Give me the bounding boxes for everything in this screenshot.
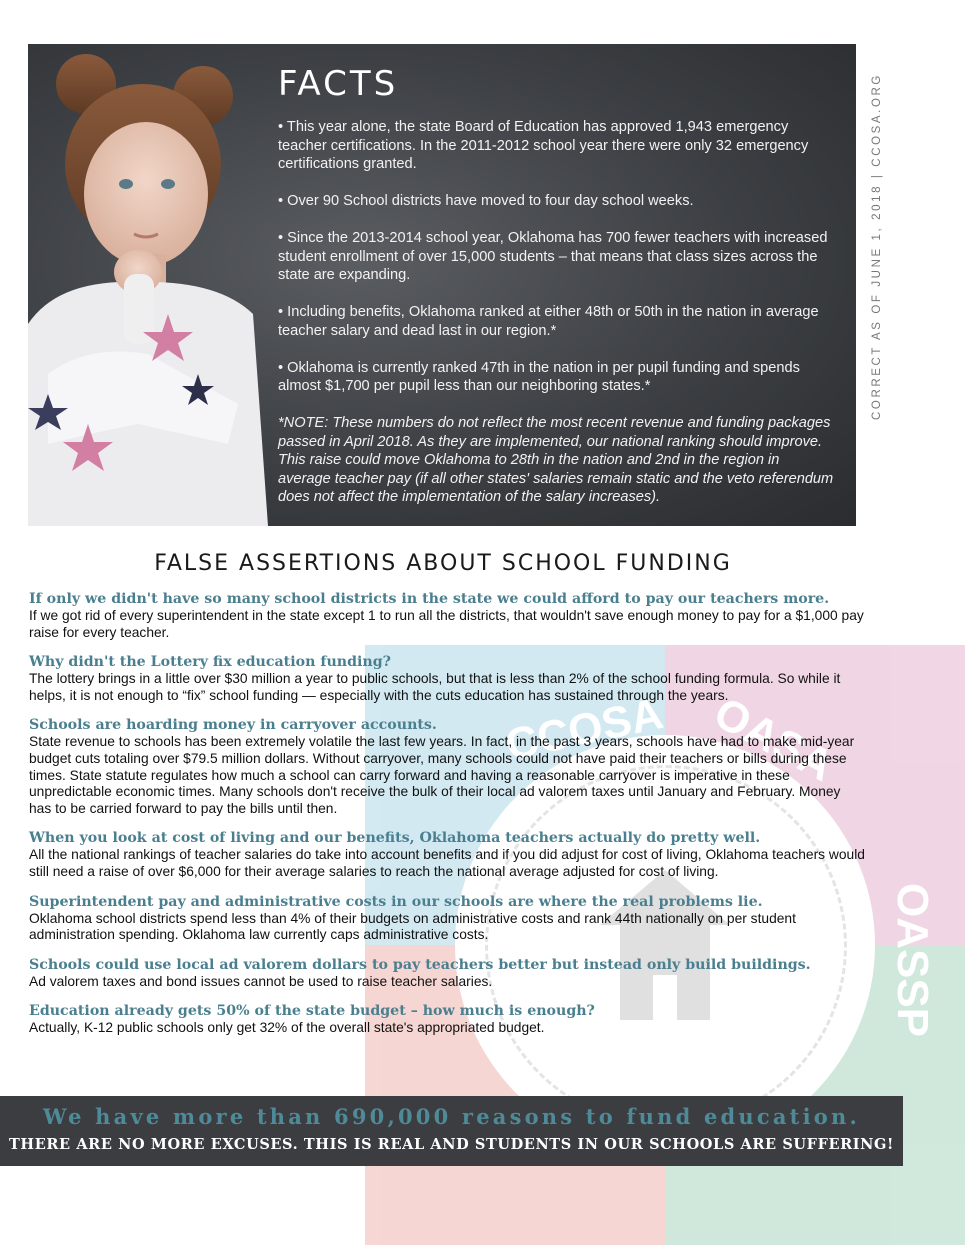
false-assertions-title: FALSE ASSERTIONS ABOUT SCHOOL FUNDING <box>154 551 732 576</box>
assertion-heading: Schools could use local ad valorem dollars to pay teachers better but instead only build buildings. <box>29 956 811 973</box>
assertion-heading: Superintendent pay and administrative costs in our schools are where the real problems lie. <box>29 893 763 910</box>
assertion-item <box>29 1003 865 1037</box>
fact-emergency-certifications: • This year alone, the state Board of Education has approved 1,943 emergency teacher certifications. In the 2011-2012 school year there were only 32 emergency certifications granted. <box>278 119 809 172</box>
assertion-item <box>29 654 865 704</box>
assertion-body: The lottery brings in a little over $30 million a year to public schools, but that is less than 2% of the school funding formula. So while it helps, it is not enough to “fix” school funding — especially with the cuts education has sustained through the years. <box>29 671 841 703</box>
fact-fewer-teachers: • Since the 2013-2014 school year, Oklahoma has 700 fewer teachers with increased student enrollment of over 15,000 students – that means that class sizes across the state are expanding. <box>278 230 828 283</box>
assertion-body: Ad valorem taxes and bond issues cannot be used to raise teacher salaries. <box>29 973 493 989</box>
assertion-item <box>29 591 865 641</box>
bottom-banner <box>0 1096 903 1166</box>
facts-title: FACTS <box>278 64 399 104</box>
fact-four-day-weeks: • Over 90 School districts have moved to four day school weeks. <box>278 193 694 209</box>
assertion-body: All the national rankings of teacher salaries do take into account benefits and if you did adjust for cost of living, Oklahoma teachers would still need a raise of over $6,000 for their average salaries to reach the national average adjusted for cost of living. <box>29 847 865 879</box>
assertion-item <box>29 894 865 944</box>
seal-label-oasa: OASA <box>706 688 842 792</box>
assertion-heading: Education already gets 50% of the state budget – how much is enough? <box>29 1003 595 1020</box>
assertion-body: State revenue to schools has been extremely volatile the last few years. In fact, in the past 3 years, schools have had to make mid-year budget cuts totaling over $79.5 million dollars. Without carryover, many schools could not have paid their teachers or bills during these times. State statute regulates how much a school can carry forward and having a reasonable carryover is imperative in these unpredictable economic times. Many schools don't receive the bulk of their local ad valorem taxes until January and February. Money has to be carried forward to pay the bills until then. <box>29 734 855 816</box>
assertion-heading: Schools are hoarding money in carryover accounts. <box>29 717 437 734</box>
assertion-item <box>29 830 865 880</box>
fact-per-pupil-funding: • Oklahoma is currently ranked 47th in the nation in per pupil funding and spends almost $1,700 per pupil less than our neighboring states.* <box>278 359 800 394</box>
facts-panel <box>28 44 856 526</box>
assertion-body: If we got rid of every superintendent in the state except 1 to run all the districts, that wouldn't save enough money to pay for a $1,000 pay raise for every teacher. <box>29 608 864 640</box>
banner-subline: THERE ARE NO MORE EXCUSES. THIS IS REAL AND STUDENTS IN OUR SCHOOLS ARE SUFFERING! <box>9 1136 894 1153</box>
seal-label-oassp: OASSP <box>888 882 938 1038</box>
fact-salary-ranking: • Including benefits, Oklahoma ranked at either 48th or 50th in the nation in average teacher salary and dead last in our region.* <box>278 304 819 339</box>
banner-headline: We have more than 690,000 reasons to fund education. <box>43 1104 860 1129</box>
assertion-item <box>29 717 865 817</box>
facts-note: *NOTE: These numbers do not reflect the most recent revenue and funding packages passed in April 2018. As they are implemented, our national ranking should improve. This raise could move Oklahoma to 28th in the nation and 2nd in the region in average teacher pay (if all other states' salaries remain static and the veto referendum does not affect the implementation of the salary increases). <box>278 415 834 505</box>
side-date-source <box>856 44 883 424</box>
side-date-source-text: CORRECT AS OF JUNE 1, 2018 | CCOSA.ORG <box>871 73 883 420</box>
facts-body <box>278 118 834 507</box>
assertion-heading: Why didn't the Lottery fix education funding? <box>29 654 391 671</box>
assertion-heading: When you look at cost of living and our benefits, Oklahoma teachers actually do pretty well. <box>29 830 761 847</box>
false-assertions-list <box>29 591 865 1050</box>
assertion-body: Actually, K-12 public schools only get 32% of the overall state's appropriated budget. <box>29 1020 545 1036</box>
assertion-heading: If only we didn't have so many school districts in the state we could afford to pay our teachers more. <box>29 591 830 607</box>
assertion-item <box>29 957 865 991</box>
thinking-child-photo <box>28 44 268 526</box>
seal-label-ccosa: CCOSA <box>501 689 668 770</box>
assertion-body: Oklahoma school districts spend less than 4% of their budgets on administrative costs and rank 44th nationally on per student administration spending. Oklahoma law currently caps administrative costs. <box>29 910 796 943</box>
